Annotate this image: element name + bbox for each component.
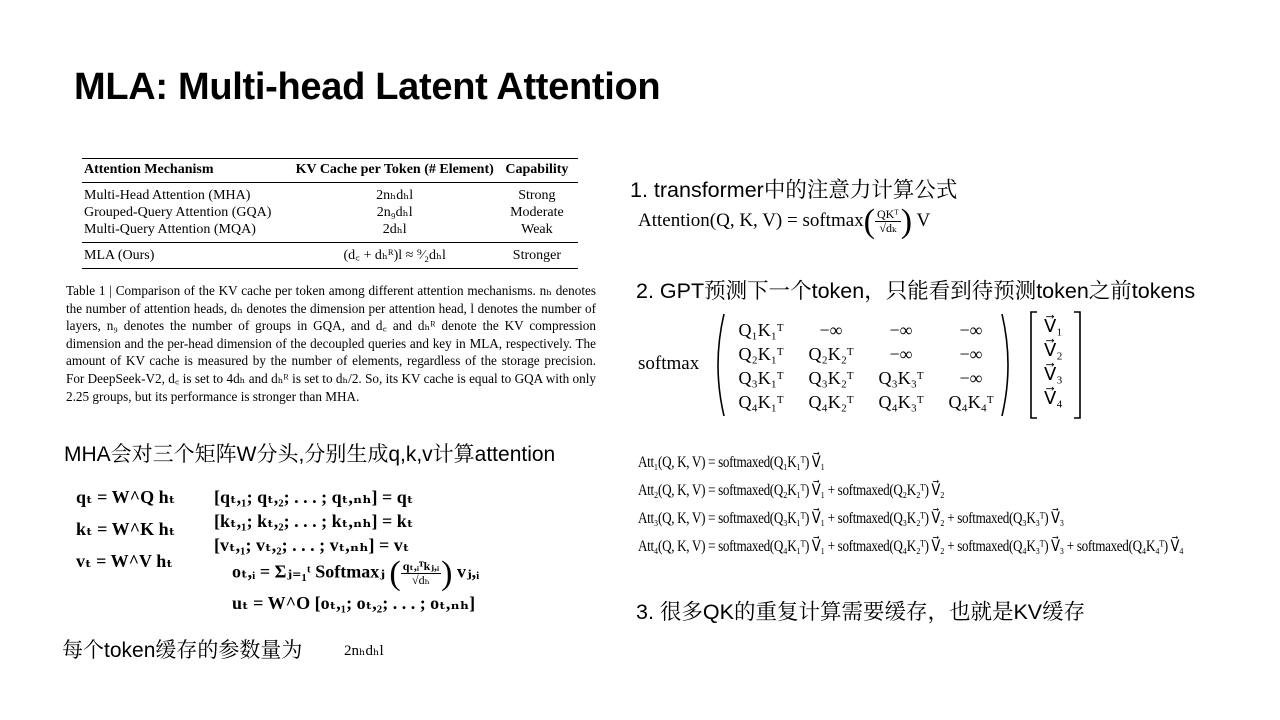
table-cell-mechanism: Multi-Query Attention (MQA) — [84, 222, 256, 237]
table-row — [82, 204, 578, 221]
matrix-cell: −∞ — [819, 320, 843, 340]
eq-u: uₜ = W^O [oₜ,₁; oₜ,₂; . . . ; oₜ,ₙₕ] — [232, 593, 476, 613]
att-row-1: Att₁(Q, K, V) = softmaxed(Q₁K₁ᵀ) V⃗₁ — [638, 454, 825, 471]
eq-o-fraction — [401, 560, 441, 587]
paren-open: ( — [863, 203, 875, 240]
eq-q-split: [qₜ,₁; qₜ,₂; . . . ; qₜ,ₙₕ] = qₜ — [214, 487, 414, 507]
eq-o — [232, 555, 480, 592]
matrix-cell: Q₂K₂ᵀ — [808, 344, 854, 364]
paren-open: ( — [389, 555, 401, 592]
matrix-cell: Q₄K₃ᵀ — [878, 392, 924, 412]
vector-cell: V⃗₂ — [1044, 340, 1063, 360]
table-row — [82, 243, 578, 269]
matrix-cell: Q₃K₁ᵀ — [738, 368, 784, 388]
attention-numerator: QKᵀ — [877, 207, 899, 222]
attention-formula — [638, 203, 931, 240]
att-row-3: Att₃(Q, K, V) = softmaxed(Q₃K₁ᵀ) V⃗₁ + softmaxed(Q₃K₂ᵀ) V⃗₂ + softmaxed(Q₃K₃ᵀ) V⃗₃ — [638, 510, 1064, 527]
att-row-4: Att₄(Q, K, V) = softmaxed(Q₄K₁ᵀ) V⃗₁ + softmaxed(Q₄K₂ᵀ) V⃗₂ + softmaxed(Q₄K₃ᵀ) V⃗₃ + softmaxed(Q₄K₄ᵀ) V⃗₄ — [638, 538, 1184, 555]
table-header-kv: KV Cache per Token (# Element) — [294, 159, 496, 183]
eq-v-split: [vₜ,₁; vₜ,₂; . . . ; vₜ,ₙₕ] = vₜ — [214, 535, 410, 555]
attention-matrix — [726, 318, 1006, 414]
table-cell-kv: (d꜀ + dₕᴿ)l ≈ ⁹⁄₂dₕl — [294, 243, 496, 269]
eq-k: kₜ = W^K hₜ — [76, 519, 176, 539]
matrix-cell: Q₄K₄ᵀ — [948, 392, 994, 412]
eq-k-split: [kₜ,₁; kₜ,₂; . . . ; kₜ,ₙₕ] = kₜ — [214, 511, 414, 531]
value-vector — [1044, 314, 1063, 410]
matrix-cell: Q₃K₂ᵀ — [808, 368, 854, 388]
kv-cache-table — [82, 158, 578, 269]
slide-title: MLA: Multi-head Latent Attention — [74, 66, 661, 108]
paren-close: ) — [900, 203, 913, 240]
matrix-cell: −∞ — [959, 344, 983, 364]
section-1-heading: 1. transformer中的注意力计算公式 — [630, 178, 958, 202]
attention-formula-lhs: Attention(Q, K, V) = softmax — [638, 209, 864, 231]
paren-close: ) — [441, 555, 453, 592]
section-2-heading: 2. GPT预测下一个token，只能看到待预测token之前tokens — [636, 279, 1196, 303]
matrix-cell: −∞ — [889, 344, 913, 364]
mha-heading: MHA会对三个矩阵W分头,分别生成q,k,v计算attention — [64, 443, 556, 466]
matrix-cell: Q₁K₁ᵀ — [738, 320, 784, 340]
matrix-cell: −∞ — [959, 368, 983, 388]
matrix-cell: Q₂K₁ᵀ — [738, 344, 784, 364]
vector-cell: V⃗₃ — [1044, 364, 1063, 384]
table-cell-mechanism: Grouped-Query Attention (GQA) — [84, 205, 272, 220]
att-row-2: Att₂(Q, K, V) = softmaxed(Q₂K₁ᵀ) V⃗₁ + softmaxed(Q₂K₂ᵀ) V⃗₂ — [638, 482, 945, 499]
table-header-mechanism: Attention Mechanism — [82, 159, 294, 183]
table-cell-kv: 2n₉dₕl — [376, 205, 413, 220]
table-cell-mechanism: Multi-Head Attention (MHA) — [84, 188, 251, 203]
matrix-cell: Q₄K₁ᵀ — [738, 392, 784, 412]
eq-v: vₜ = W^V hₜ — [76, 551, 173, 571]
table-cell-capability: Moderate — [510, 205, 564, 220]
table-cell-kv: 2dₕl — [382, 222, 407, 237]
eq-o-denominator: √dₕ — [412, 573, 430, 588]
softmax-label: softmax — [638, 353, 700, 374]
vector-cell: V⃗₁ — [1044, 316, 1063, 336]
eq-q: qₜ = W^Q hₜ — [76, 487, 176, 507]
eq-o-lhs: oₜ,ᵢ = Σⱼ₌₁ᵗ Softmaxⱼ — [232, 561, 385, 582]
param-heading: 每个token缓存的参数量为 — [62, 639, 303, 662]
eq-o-tail: vⱼ,ᵢ — [456, 561, 480, 582]
table-cell-capability: Stronger — [496, 243, 578, 269]
table-header-row — [82, 159, 578, 183]
table-cell-capability: Weak — [521, 222, 553, 237]
vector-cell: V⃗₄ — [1044, 388, 1063, 408]
matrix-cell: −∞ — [889, 320, 913, 340]
table-cell-capability: Strong — [518, 188, 556, 203]
table-row — [82, 221, 578, 243]
attention-denominator: √dₖ — [879, 221, 897, 236]
matrix-cell: Q₃K₃ᵀ — [878, 368, 924, 388]
attention-formula-tail: V — [916, 209, 931, 231]
table-cell-kv: 2nₕdₕl — [376, 188, 414, 203]
section-3-heading: 3. 很多QK的重复计算需要缓存，也就是KV缓存 — [636, 600, 1086, 624]
table-cell-mechanism: MLA (Ours) — [82, 243, 294, 269]
eq-o-numerator: qₜ,ᵢᵀkⱼ,ᵢ — [402, 559, 440, 574]
table-row — [82, 183, 578, 205]
table-caption: Table 1 | Comparison of the KV cache per token among different attention mechanisms. nₕ denotes the number of attention heads, dₕ denotes the dimension per attention head, l denotes the number of layers, n₉ denotes the number of groups in GQA, and d꜀ and dₕᴿ denote the KV compression dimension and the per-head dimension of the decoupled queries and key in MLA, respectively. The amount of KV cache is measured by the number of elements, regardless of the storage precision. For DeepSeek-V2, d꜀ is set to 4dₕ and dₕᴿ is set to dₕ/2. So, its KV cache is equal to GQA with only 2.25 groups, but its performance is stronger than MHA. — [66, 283, 596, 404]
param-formula: 2nₕdₕl — [344, 643, 384, 659]
attention-fraction — [875, 208, 901, 235]
matrix-cell: −∞ — [959, 320, 983, 340]
matrix-cell: Q₄K₂ᵀ — [808, 392, 854, 412]
table-header-capability: Capability — [496, 159, 578, 183]
